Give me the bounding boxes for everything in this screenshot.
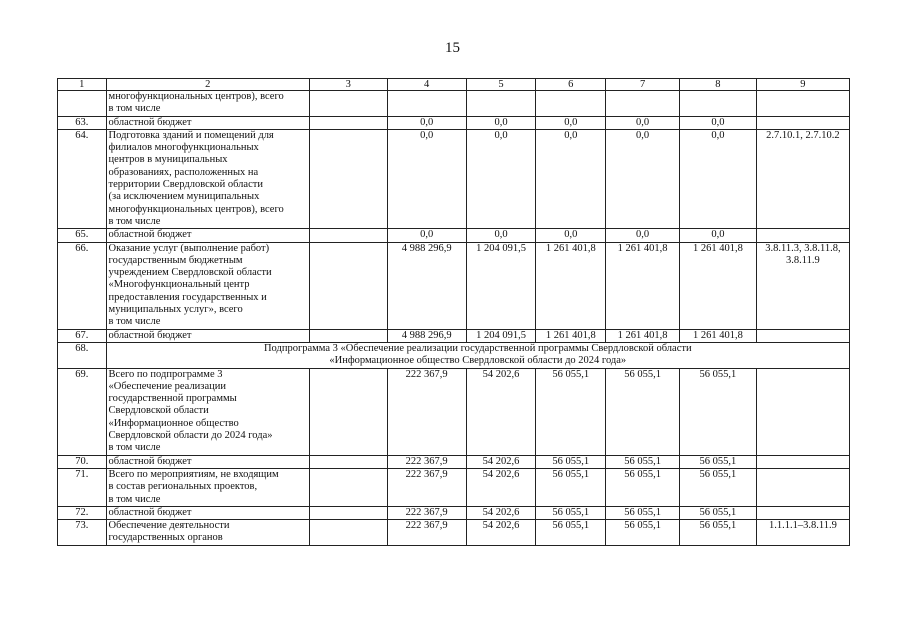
cell-col5 (466, 91, 536, 117)
row-number: 70. (58, 455, 107, 468)
cell-col8: 56 055,1 (680, 368, 757, 455)
table-row (58, 242, 850, 329)
cell-col6: 56 055,1 (536, 468, 606, 506)
cell-col3 (309, 229, 387, 242)
table-row (58, 129, 850, 228)
cell-col3 (309, 91, 387, 117)
cell-col4: 222 367,9 (387, 506, 466, 519)
cell-col3 (309, 468, 387, 506)
cell-col3 (309, 129, 387, 228)
cell-col5: 0,0 (466, 116, 536, 129)
cell-col7: 0,0 (606, 229, 680, 242)
cell-col8: 1 261 401,8 (680, 329, 757, 342)
column-number: 3 (309, 79, 387, 91)
row-description: Всего по подпрограмме 3 «Обеспечение реализации государственной программы Свердловской области «Информационное общество Свердловской области до 2024 года» в том числе (106, 368, 309, 455)
column-number: 7 (606, 79, 680, 91)
cell-col9: 1.1.1.1–3.8.11.9 (756, 520, 849, 546)
cell-col8 (680, 91, 757, 117)
subprogram-row (58, 342, 850, 368)
cell-col9 (756, 229, 849, 242)
cell-col8: 56 055,1 (680, 468, 757, 506)
cell-col4: 222 367,9 (387, 468, 466, 506)
cell-col9 (756, 506, 849, 519)
table-row (58, 506, 850, 519)
cell-col6: 1 261 401,8 (536, 242, 606, 329)
table-row (58, 116, 850, 129)
cell-col3 (309, 520, 387, 546)
table-row (58, 229, 850, 242)
cell-col4: 0,0 (387, 229, 466, 242)
cell-col6: 56 055,1 (536, 520, 606, 546)
row-description: Подготовка зданий и помещений для филиалов многофункциональных центров в муниципальных образованиях, расположенных на территории Свердловской области (за исключением муниципальных многофункциональных центров), всего в том числе (106, 129, 309, 228)
row-number: 66. (58, 242, 107, 329)
cell-col6: 1 261 401,8 (536, 329, 606, 342)
cell-col6: 0,0 (536, 129, 606, 228)
row-number: 69. (58, 368, 107, 455)
cell-col5: 0,0 (466, 229, 536, 242)
row-description: областной бюджет (106, 229, 309, 242)
row-description: Всего по мероприятиям, не входящим в состав региональных проектов, в том числе (106, 468, 309, 506)
cell-col6: 56 055,1 (536, 368, 606, 455)
cell-col4: 222 367,9 (387, 455, 466, 468)
column-number: 4 (387, 79, 466, 91)
table-row (58, 455, 850, 468)
cell-col9 (756, 455, 849, 468)
cell-col6: 0,0 (536, 116, 606, 129)
cell-col7: 0,0 (606, 116, 680, 129)
cell-col5: 54 202,6 (466, 455, 536, 468)
cell-col9 (756, 368, 849, 455)
column-number: 5 (466, 79, 536, 91)
row-description: областной бюджет (106, 455, 309, 468)
cell-col9 (756, 329, 849, 342)
cell-col8: 56 055,1 (680, 520, 757, 546)
cell-col7: 0,0 (606, 129, 680, 228)
cell-col9 (756, 116, 849, 129)
cell-col3 (309, 242, 387, 329)
page-number: 15 (445, 40, 460, 56)
cell-col6 (536, 91, 606, 117)
cell-col3 (309, 329, 387, 342)
cell-col7 (606, 91, 680, 117)
column-number-row (58, 79, 850, 91)
table-row (58, 329, 850, 342)
cell-col4: 4 988 296,9 (387, 329, 466, 342)
cell-col9: 3.8.11.3, 3.8.11.8, 3.8.11.9 (756, 242, 849, 329)
row-description: областной бюджет (106, 329, 309, 342)
cell-col5: 1 204 091,5 (466, 242, 536, 329)
cell-col3 (309, 116, 387, 129)
cell-col8: 1 261 401,8 (680, 242, 757, 329)
cell-col5: 54 202,6 (466, 368, 536, 455)
cell-col5: 54 202,6 (466, 468, 536, 506)
cell-col6: 0,0 (536, 229, 606, 242)
table-row (58, 91, 850, 117)
cell-col4: 222 367,9 (387, 520, 466, 546)
cell-col9 (756, 91, 849, 117)
cell-col8: 56 055,1 (680, 455, 757, 468)
cell-col6: 56 055,1 (536, 506, 606, 519)
cell-col4: 0,0 (387, 116, 466, 129)
cell-col5: 54 202,6 (466, 506, 536, 519)
row-number: 72. (58, 506, 107, 519)
cell-col5: 54 202,6 (466, 520, 536, 546)
column-number: 8 (680, 79, 757, 91)
cell-col4: 4 988 296,9 (387, 242, 466, 329)
row-number: 73. (58, 520, 107, 546)
column-number: 9 (756, 79, 849, 91)
row-description: областной бюджет (106, 506, 309, 519)
row-number: 63. (58, 116, 107, 129)
table-row (58, 468, 850, 506)
cell-col7: 1 261 401,8 (606, 242, 680, 329)
cell-col4: 222 367,9 (387, 368, 466, 455)
table-body (58, 79, 850, 546)
cell-col4: 0,0 (387, 129, 466, 228)
row-description: Оказание услуг (выполнение работ) государственным бюджетным учреждением Свердловской области «Многофункциональный центр предоставления государственных и муниципальных услуг», всего в том числе (106, 242, 309, 329)
row-number: 68. (58, 342, 107, 368)
cell-col8: 0,0 (680, 229, 757, 242)
cell-col7: 56 055,1 (606, 506, 680, 519)
row-description: многофункциональных центров), всего в том числе (106, 91, 309, 117)
row-number (58, 91, 107, 117)
cell-col9 (756, 468, 849, 506)
cell-col4 (387, 91, 466, 117)
cell-col6: 56 055,1 (536, 455, 606, 468)
row-number: 67. (58, 329, 107, 342)
cell-col8: 0,0 (680, 129, 757, 228)
row-description: областной бюджет (106, 116, 309, 129)
cell-col7: 56 055,1 (606, 468, 680, 506)
cell-col7: 56 055,1 (606, 455, 680, 468)
row-number: 71. (58, 468, 107, 506)
row-number: 65. (58, 229, 107, 242)
budget-table (57, 78, 850, 546)
cell-col5: 0,0 (466, 129, 536, 228)
cell-col3 (309, 506, 387, 519)
cell-col7: 1 261 401,8 (606, 329, 680, 342)
table-row (58, 368, 850, 455)
cell-col3 (309, 455, 387, 468)
cell-col9: 2.7.10.1, 2.7.10.2 (756, 129, 849, 228)
column-number: 2 (106, 79, 309, 91)
cell-col7: 56 055,1 (606, 520, 680, 546)
cell-col5: 1 204 091,5 (466, 329, 536, 342)
column-number: 6 (536, 79, 606, 91)
row-description: Обеспечение деятельности государственных органов (106, 520, 309, 546)
cell-col8: 56 055,1 (680, 506, 757, 519)
cell-col8: 0,0 (680, 116, 757, 129)
table-row (58, 520, 850, 546)
cell-col3 (309, 368, 387, 455)
row-number: 64. (58, 129, 107, 228)
column-number: 1 (58, 79, 107, 91)
subprogram-title: Подпрограмма 3 «Обеспечение реализации государственной программы Свердловской области «Информационное общество Свердловской области до 2024 года» (106, 342, 849, 368)
cell-col7: 56 055,1 (606, 368, 680, 455)
